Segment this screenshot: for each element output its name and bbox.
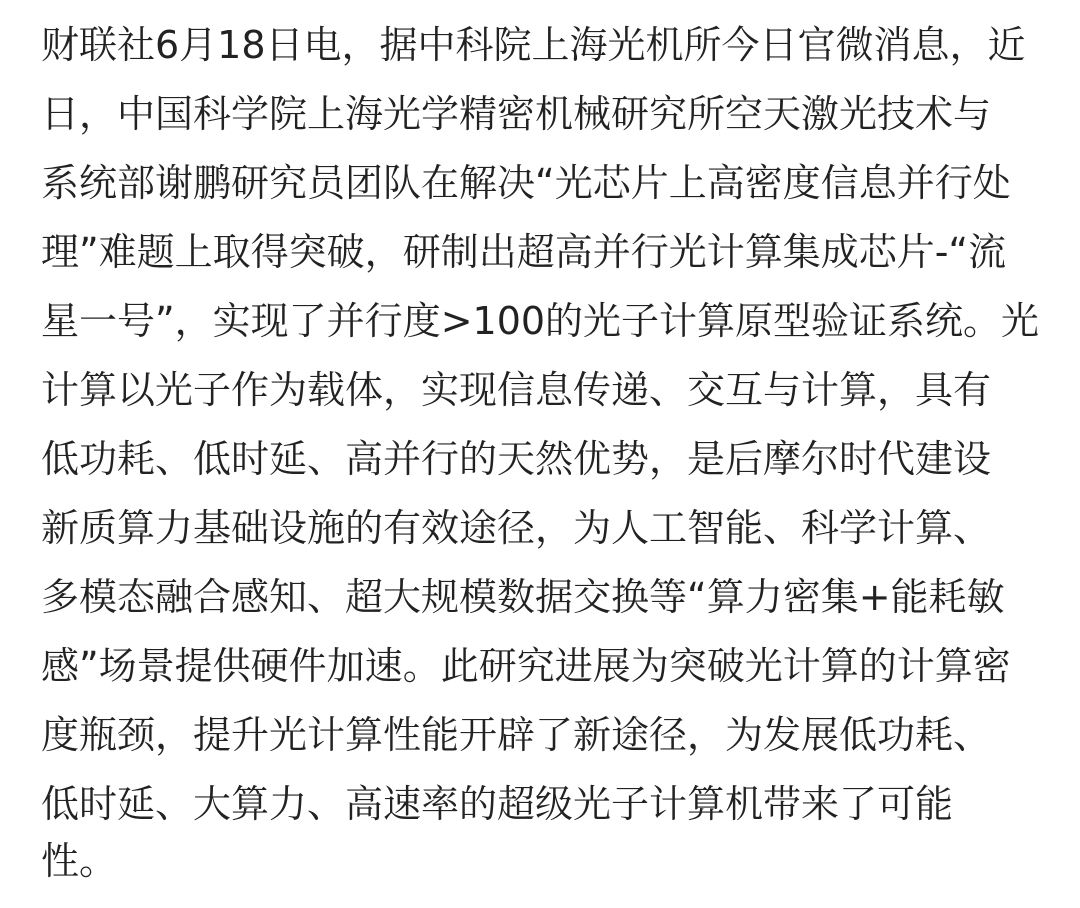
article-text-line: 日，中国科学院上海光学精密机械研究所空天激光技术与 (41, 92, 992, 136)
article-text-line: 感”场景提供硬件加速。此研究进展为突破光计算的计算密 (41, 644, 1011, 688)
article-text-line: 理”难题上取得突破，研制出超高并行光计算集成芯片-“流 (41, 230, 1007, 274)
article-text-line: 星一号”，实现了并行度>100的光子计算原型验证系统。光 (41, 299, 1040, 343)
article-text-line: 度瓶颈，提升光计算性能开辟了新途径，为发展低功耗、 (41, 713, 992, 757)
article-text-line: 性。 (41, 839, 118, 883)
article-text-line: 多模态融合感知、超大规模数据交换等“算力密集+能耗敏 (41, 575, 1005, 619)
article-text-line: 低时延、大算力、高速率的超级光子计算机带来了可能 (41, 782, 954, 826)
article-text-line: 财联社6月18日电，据中科院上海光机所今日官微消息，近 (41, 23, 1026, 67)
article-text-line: 低功耗、低时延、高并行的天然优势，是后摩尔时代建设 (41, 437, 992, 481)
article-text-line: 系统部谢鹏研究员团队在解决“光芯片上高密度信息并行处 (41, 161, 1011, 205)
article-text-line: 计算以光子作为载体，实现信息传递、交互与计算，具有 (41, 368, 992, 412)
article-text-line: 新质算力基础设施的有效途径，为人工智能、科学计算、 (41, 506, 992, 550)
